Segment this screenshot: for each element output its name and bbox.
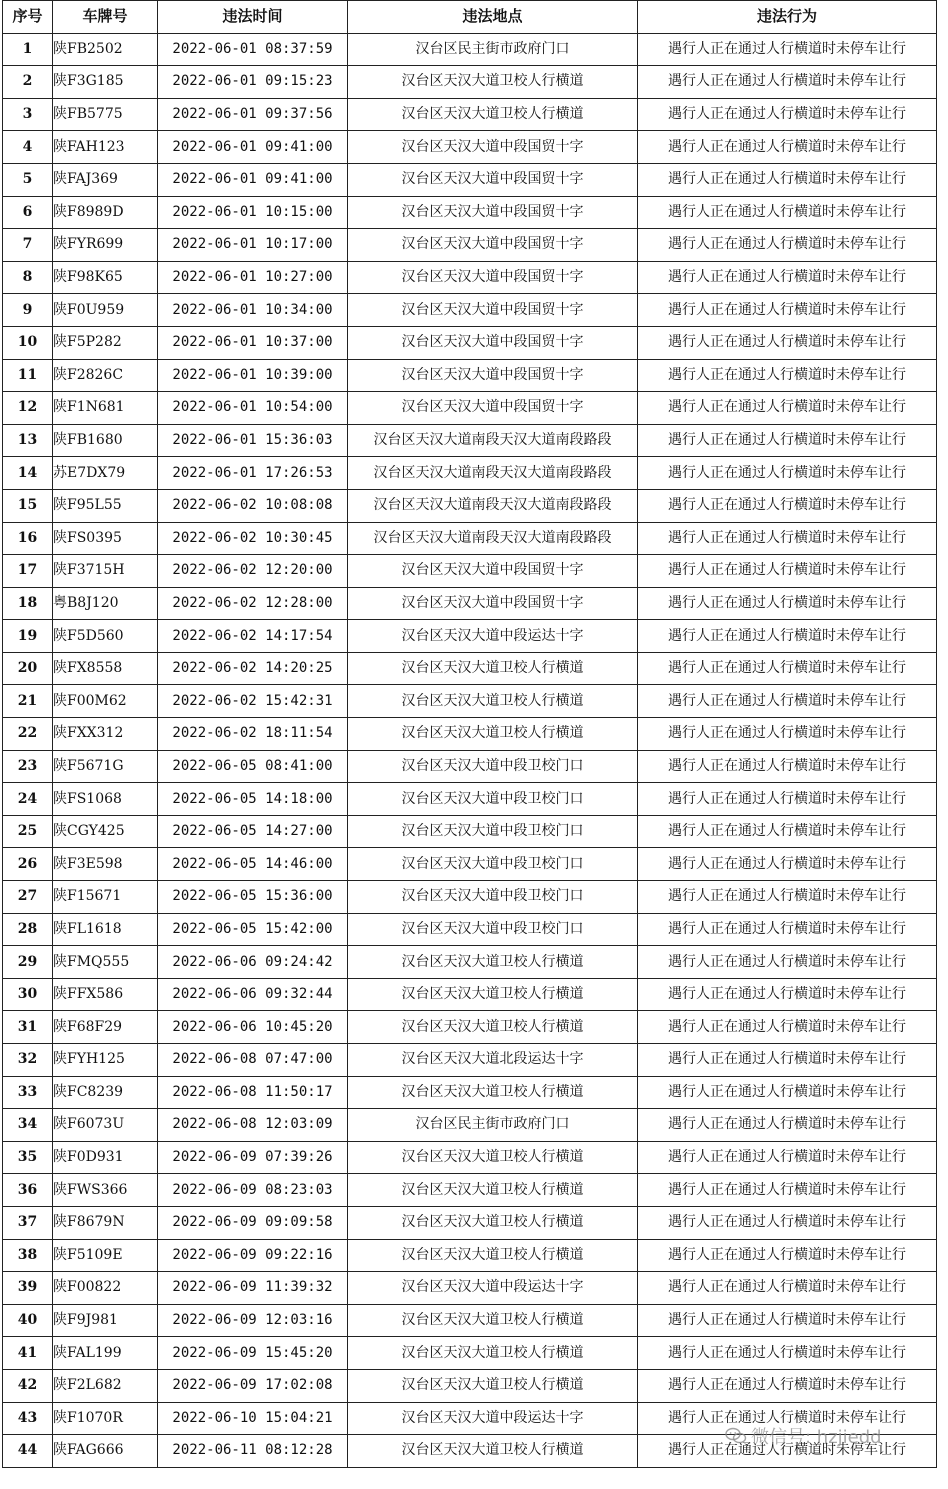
cell-plate: 陕F00822 <box>53 1272 158 1305</box>
cell-plate: 苏E7DX79 <box>53 457 158 490</box>
cell-time: 2022-06-05 14:18:00 <box>158 783 348 816</box>
cell-behavior: 遇行人正在通过人行横道时未停车让行 <box>638 652 937 685</box>
cell-location: 汉台区天汉大道中段国贸十字 <box>348 359 638 392</box>
cell-num: 29 <box>3 946 53 979</box>
cell-behavior: 遇行人正在通过人行横道时未停车让行 <box>638 587 937 620</box>
cell-location: 汉台区天汉大道北段运达十字 <box>348 1044 638 1077</box>
cell-behavior: 遇行人正在通过人行横道时未停车让行 <box>638 848 937 881</box>
table-body <box>3 33 937 1467</box>
table-row <box>3 815 937 848</box>
cell-location: 汉台区天汉大道卫校人行横道 <box>348 718 638 751</box>
cell-num: 6 <box>3 196 53 229</box>
cell-plate: 陕FB2502 <box>53 33 158 66</box>
header-num: 序号 <box>3 1 53 34</box>
cell-num: 13 <box>3 424 53 457</box>
cell-num: 37 <box>3 1206 53 1239</box>
cell-num: 18 <box>3 587 53 620</box>
cell-num: 1 <box>3 33 53 66</box>
table-row <box>3 229 937 262</box>
cell-plate: 陕FS1068 <box>53 783 158 816</box>
cell-plate: 陕F0U959 <box>53 294 158 327</box>
table-row <box>3 196 937 229</box>
cell-behavior: 遇行人正在通过人行横道时未停车让行 <box>638 913 937 946</box>
cell-time: 2022-06-09 09:22:16 <box>158 1239 348 1272</box>
cell-behavior: 遇行人正在通过人行横道时未停车让行 <box>638 294 937 327</box>
cell-num: 19 <box>3 620 53 653</box>
cell-behavior: 遇行人正在通过人行横道时未停车让行 <box>638 1337 937 1370</box>
table-row <box>3 1044 937 1077</box>
cell-plate: 陕FB5775 <box>53 98 158 131</box>
cell-plate: 陕FAH123 <box>53 131 158 164</box>
cell-plate: 陕FAL199 <box>53 1337 158 1370</box>
cell-plate: 陕FWS366 <box>53 1174 158 1207</box>
cell-plate: 陕F5671G <box>53 750 158 783</box>
cell-time: 2022-06-06 09:32:44 <box>158 978 348 1011</box>
cell-time: 2022-06-02 14:17:54 <box>158 620 348 653</box>
table-row <box>3 1206 937 1239</box>
header-row <box>3 1 937 34</box>
cell-time: 2022-06-01 10:34:00 <box>158 294 348 327</box>
table-row <box>3 652 937 685</box>
cell-time: 2022-06-02 15:42:31 <box>158 685 348 718</box>
cell-num: 7 <box>3 229 53 262</box>
cell-behavior: 遇行人正在通过人行横道时未停车让行 <box>638 1044 937 1077</box>
cell-time: 2022-06-10 15:04:21 <box>158 1402 348 1435</box>
cell-location: 汉台区天汉大道中段卫校门口 <box>348 783 638 816</box>
table-row <box>3 620 937 653</box>
cell-time: 2022-06-01 09:41:00 <box>158 131 348 164</box>
cell-time: 2022-06-02 12:20:00 <box>158 555 348 588</box>
cell-time: 2022-06-02 12:28:00 <box>158 587 348 620</box>
cell-plate: 陕F0D931 <box>53 1141 158 1174</box>
cell-time: 2022-06-02 10:08:08 <box>158 489 348 522</box>
cell-behavior: 遇行人正在通过人行横道时未停车让行 <box>638 718 937 751</box>
cell-plate: 陕FAJ369 <box>53 163 158 196</box>
cell-time: 2022-06-01 17:26:53 <box>158 457 348 490</box>
cell-time: 2022-06-01 10:39:00 <box>158 359 348 392</box>
cell-behavior: 遇行人正在通过人行横道时未停车让行 <box>638 1076 937 1109</box>
cell-plate: 粤B8J120 <box>53 587 158 620</box>
cell-behavior: 遇行人正在通过人行横道时未停车让行 <box>638 1402 937 1435</box>
table-row <box>3 1011 937 1044</box>
cell-behavior: 遇行人正在通过人行横道时未停车让行 <box>638 424 937 457</box>
cell-location: 汉台区天汉大道中段国贸十字 <box>348 294 638 327</box>
cell-time: 2022-06-01 15:36:03 <box>158 424 348 457</box>
cell-location: 汉台区天汉大道卫校人行横道 <box>348 946 638 979</box>
cell-location: 汉台区天汉大道南段天汉大道南段路段 <box>348 457 638 490</box>
cell-behavior: 遇行人正在通过人行横道时未停车让行 <box>638 163 937 196</box>
cell-plate: 陕F98K65 <box>53 261 158 294</box>
cell-plate: 陕F9J981 <box>53 1304 158 1337</box>
cell-location: 汉台区天汉大道中段运达十字 <box>348 1402 638 1435</box>
table-row <box>3 718 937 751</box>
cell-num: 17 <box>3 555 53 588</box>
cell-location: 汉台区天汉大道卫校人行横道 <box>348 1369 638 1402</box>
cell-plate: 陕FC8239 <box>53 1076 158 1109</box>
cell-time: 2022-06-02 10:30:45 <box>158 522 348 555</box>
cell-num: 34 <box>3 1109 53 1142</box>
cell-time: 2022-06-08 07:47:00 <box>158 1044 348 1077</box>
cell-plate: 陕FXX312 <box>53 718 158 751</box>
cell-behavior: 遇行人正在通过人行横道时未停车让行 <box>638 946 937 979</box>
cell-time: 2022-06-09 15:45:20 <box>158 1337 348 1370</box>
table-row <box>3 1369 937 1402</box>
cell-time: 2022-06-01 09:37:56 <box>158 98 348 131</box>
cell-plate: 陕FAG666 <box>53 1435 158 1468</box>
cell-plate: 陕FFX586 <box>53 978 158 1011</box>
cell-location: 汉台区天汉大道卫校人行横道 <box>348 1076 638 1109</box>
table-row <box>3 1337 937 1370</box>
cell-num: 25 <box>3 815 53 848</box>
cell-behavior: 遇行人正在通过人行横道时未停车让行 <box>638 522 937 555</box>
table-row <box>3 750 937 783</box>
cell-plate: 陕CGY425 <box>53 815 158 848</box>
cell-behavior: 遇行人正在通过人行横道时未停车让行 <box>638 1141 937 1174</box>
cell-location: 汉台区天汉大道中段国贸十字 <box>348 163 638 196</box>
cell-num: 33 <box>3 1076 53 1109</box>
cell-time: 2022-06-06 09:24:42 <box>158 946 348 979</box>
table-row <box>3 98 937 131</box>
cell-num: 14 <box>3 457 53 490</box>
cell-num: 5 <box>3 163 53 196</box>
cell-behavior: 遇行人正在通过人行横道时未停车让行 <box>638 1304 937 1337</box>
cell-time: 2022-06-11 08:12:28 <box>158 1435 348 1468</box>
cell-location: 汉台区天汉大道卫校人行横道 <box>348 1239 638 1272</box>
cell-time: 2022-06-01 10:54:00 <box>158 392 348 425</box>
table-row <box>3 1076 937 1109</box>
table-row <box>3 131 937 164</box>
cell-location: 汉台区天汉大道中段国贸十字 <box>348 196 638 229</box>
header-location: 违法地点 <box>348 1 638 34</box>
cell-num: 38 <box>3 1239 53 1272</box>
cell-time: 2022-06-05 15:36:00 <box>158 881 348 914</box>
cell-plate: 陕FMQ555 <box>53 946 158 979</box>
cell-behavior: 遇行人正在通过人行横道时未停车让行 <box>638 1011 937 1044</box>
cell-location: 汉台区天汉大道卫校人行横道 <box>348 1206 638 1239</box>
cell-plate: 陕F5D560 <box>53 620 158 653</box>
cell-behavior: 遇行人正在通过人行横道时未停车让行 <box>638 685 937 718</box>
cell-plate: 陕F8989D <box>53 196 158 229</box>
table-row <box>3 424 937 457</box>
cell-time: 2022-06-01 09:41:00 <box>158 163 348 196</box>
cell-behavior: 遇行人正在通过人行横道时未停车让行 <box>638 489 937 522</box>
cell-time: 2022-06-01 08:37:59 <box>158 33 348 66</box>
table-row <box>3 783 937 816</box>
cell-location: 汉台区天汉大道卫校人行横道 <box>348 978 638 1011</box>
cell-num: 21 <box>3 685 53 718</box>
cell-behavior: 遇行人正在通过人行横道时未停车让行 <box>638 1109 937 1142</box>
cell-plate: 陕FS0395 <box>53 522 158 555</box>
table-row <box>3 392 937 425</box>
cell-time: 2022-06-05 14:46:00 <box>158 848 348 881</box>
table-row <box>3 489 937 522</box>
cell-plate: 陕F1N681 <box>53 392 158 425</box>
table-row <box>3 1239 937 1272</box>
cell-location: 汉台区天汉大道卫校人行横道 <box>348 1141 638 1174</box>
cell-location: 汉台区天汉大道南段天汉大道南段路段 <box>348 522 638 555</box>
cell-location: 汉台区天汉大道卫校人行横道 <box>348 66 638 99</box>
cell-behavior: 遇行人正在通过人行横道时未停车让行 <box>638 978 937 1011</box>
cell-location: 汉台区天汉大道中段国贸十字 <box>348 131 638 164</box>
cell-location: 汉台区天汉大道中段运达十字 <box>348 1272 638 1305</box>
table-row <box>3 913 937 946</box>
cell-plate: 陕F1070R <box>53 1402 158 1435</box>
cell-behavior: 遇行人正在通过人行横道时未停车让行 <box>638 359 937 392</box>
cell-time: 2022-06-01 10:27:00 <box>158 261 348 294</box>
cell-time: 2022-06-09 17:02:08 <box>158 1369 348 1402</box>
cell-num: 2 <box>3 66 53 99</box>
cell-num: 31 <box>3 1011 53 1044</box>
cell-location: 汉台区天汉大道中段国贸十字 <box>348 587 638 620</box>
cell-time: 2022-06-01 10:17:00 <box>158 229 348 262</box>
table-row <box>3 457 937 490</box>
cell-behavior: 遇行人正在通过人行横道时未停车让行 <box>638 392 937 425</box>
cell-plate: 陕F5P282 <box>53 326 158 359</box>
cell-location: 汉台区天汉大道南段天汉大道南段路段 <box>348 424 638 457</box>
cell-plate: 陕F2L682 <box>53 1369 158 1402</box>
cell-behavior: 遇行人正在通过人行横道时未停车让行 <box>638 196 937 229</box>
cell-num: 15 <box>3 489 53 522</box>
cell-behavior: 遇行人正在通过人行横道时未停车让行 <box>638 1174 937 1207</box>
cell-time: 2022-06-05 14:27:00 <box>158 815 348 848</box>
table-row <box>3 848 937 881</box>
cell-location: 汉台区天汉大道中段国贸十字 <box>348 261 638 294</box>
cell-behavior: 遇行人正在通过人行横道时未停车让行 <box>638 815 937 848</box>
cell-plate: 陕F00M62 <box>53 685 158 718</box>
cell-num: 28 <box>3 913 53 946</box>
cell-behavior: 遇行人正在通过人行横道时未停车让行 <box>638 33 937 66</box>
cell-location: 汉台区天汉大道卫校人行横道 <box>348 685 638 718</box>
cell-behavior: 遇行人正在通过人行横道时未停车让行 <box>638 1272 937 1305</box>
table-row <box>3 1109 937 1142</box>
cell-location: 汉台区民主街市政府门口 <box>348 1109 638 1142</box>
cell-location: 汉台区天汉大道中段卫校门口 <box>348 750 638 783</box>
cell-plate: 陕F3715H <box>53 555 158 588</box>
cell-plate: 陕FX8558 <box>53 652 158 685</box>
cell-behavior: 遇行人正在通过人行横道时未停车让行 <box>638 457 937 490</box>
cell-behavior: 遇行人正在通过人行横道时未停车让行 <box>638 131 937 164</box>
cell-num: 4 <box>3 131 53 164</box>
table-row <box>3 1141 937 1174</box>
cell-behavior: 遇行人正在通过人行横道时未停车让行 <box>638 555 937 588</box>
header-plate: 车牌号 <box>53 1 158 34</box>
watermark-text: 微信号: hzjiedd <box>751 1427 882 1448</box>
cell-location: 汉台区民主街市政府门口 <box>348 33 638 66</box>
cell-location: 汉台区天汉大道中段卫校门口 <box>348 913 638 946</box>
cell-plate: 陕F3E598 <box>53 848 158 881</box>
cell-time: 2022-06-01 10:37:00 <box>158 326 348 359</box>
cell-num: 16 <box>3 522 53 555</box>
cell-behavior: 遇行人正在通过人行横道时未停车让行 <box>638 261 937 294</box>
cell-time: 2022-06-09 12:03:16 <box>158 1304 348 1337</box>
table-row <box>3 294 937 327</box>
table-row <box>3 587 937 620</box>
cell-location: 汉台区天汉大道卫校人行横道 <box>348 1337 638 1370</box>
cell-time: 2022-06-02 18:11:54 <box>158 718 348 751</box>
table-row <box>3 33 937 66</box>
table-row <box>3 946 937 979</box>
cell-plate: 陕F2826C <box>53 359 158 392</box>
table-row <box>3 359 937 392</box>
table-row <box>3 1304 937 1337</box>
cell-location: 汉台区天汉大道中段卫校门口 <box>348 848 638 881</box>
cell-behavior: 遇行人正在通过人行横道时未停车让行 <box>638 750 937 783</box>
cell-num: 22 <box>3 718 53 751</box>
cell-num: 40 <box>3 1304 53 1337</box>
cell-num: 42 <box>3 1369 53 1402</box>
cell-location: 汉台区天汉大道中段国贸十字 <box>348 326 638 359</box>
cell-location: 汉台区天汉大道卫校人行横道 <box>348 1011 638 1044</box>
cell-time: 2022-06-08 11:50:17 <box>158 1076 348 1109</box>
violations-table <box>2 0 937 1468</box>
cell-behavior: 遇行人正在通过人行横道时未停车让行 <box>638 1206 937 1239</box>
header-behavior: 违法行为 <box>638 1 937 34</box>
cell-num: 11 <box>3 359 53 392</box>
cell-num: 44 <box>3 1435 53 1468</box>
cell-num: 24 <box>3 783 53 816</box>
table-row <box>3 881 937 914</box>
cell-num: 41 <box>3 1337 53 1370</box>
cell-time: 2022-06-09 09:09:58 <box>158 1206 348 1239</box>
table-row <box>3 1272 937 1305</box>
cell-plate: 陕F15671 <box>53 881 158 914</box>
cell-behavior: 遇行人正在通过人行横道时未停车让行 <box>638 620 937 653</box>
cell-num: 30 <box>3 978 53 1011</box>
cell-num: 36 <box>3 1174 53 1207</box>
cell-num: 26 <box>3 848 53 881</box>
cell-behavior: 遇行人正在通过人行横道时未停车让行 <box>638 229 937 262</box>
cell-behavior: 遇行人正在通过人行横道时未停车让行 <box>638 881 937 914</box>
cell-plate: 陕F6073U <box>53 1109 158 1142</box>
cell-time: 2022-06-05 08:41:00 <box>158 750 348 783</box>
cell-num: 23 <box>3 750 53 783</box>
cell-behavior: 遇行人正在通过人行横道时未停车让行 <box>638 1369 937 1402</box>
cell-location: 汉台区天汉大道中段国贸十字 <box>348 555 638 588</box>
cell-time: 2022-06-01 09:15:23 <box>158 66 348 99</box>
cell-num: 43 <box>3 1402 53 1435</box>
cell-time: 2022-06-02 14:20:25 <box>158 652 348 685</box>
cell-location: 汉台区天汉大道卫校人行横道 <box>348 1435 638 1468</box>
table-row <box>3 163 937 196</box>
cell-location: 汉台区天汉大道中段卫校门口 <box>348 815 638 848</box>
cell-plate: 陕F3G185 <box>53 66 158 99</box>
table-row <box>3 685 937 718</box>
table-row <box>3 66 937 99</box>
cell-location: 汉台区天汉大道中段卫校门口 <box>348 881 638 914</box>
table-row <box>3 555 937 588</box>
cell-num: 3 <box>3 98 53 131</box>
cell-num: 39 <box>3 1272 53 1305</box>
cell-time: 2022-06-09 07:39:26 <box>158 1141 348 1174</box>
cell-time: 2022-06-01 10:15:00 <box>158 196 348 229</box>
cell-plate: 陕F8679N <box>53 1206 158 1239</box>
cell-location: 汉台区天汉大道卫校人行横道 <box>348 652 638 685</box>
cell-time: 2022-06-06 10:45:20 <box>158 1011 348 1044</box>
cell-num: 9 <box>3 294 53 327</box>
cell-location: 汉台区天汉大道卫校人行横道 <box>348 1304 638 1337</box>
cell-num: 27 <box>3 881 53 914</box>
cell-num: 12 <box>3 392 53 425</box>
cell-plate: 陕F68F29 <box>53 1011 158 1044</box>
cell-num: 8 <box>3 261 53 294</box>
table-row <box>3 326 937 359</box>
cell-time: 2022-06-08 12:03:09 <box>158 1109 348 1142</box>
cell-plate: 陕FL1618 <box>53 913 158 946</box>
cell-plate: 陕F5109E <box>53 1239 158 1272</box>
table-header <box>3 1 937 34</box>
cell-plate: 陕F95L55 <box>53 489 158 522</box>
cell-plate: 陕FYR699 <box>53 229 158 262</box>
cell-num: 32 <box>3 1044 53 1077</box>
cell-plate: 陕FYH125 <box>53 1044 158 1077</box>
cell-time: 2022-06-05 15:42:00 <box>158 913 348 946</box>
table-row <box>3 1174 937 1207</box>
cell-time: 2022-06-09 11:39:32 <box>158 1272 348 1305</box>
cell-location: 汉台区天汉大道中段国贸十字 <box>348 229 638 262</box>
cell-location: 汉台区天汉大道南段天汉大道南段路段 <box>348 489 638 522</box>
cell-num: 10 <box>3 326 53 359</box>
cell-location: 汉台区天汉大道中段国贸十字 <box>348 392 638 425</box>
header-time: 违法时间 <box>158 1 348 34</box>
cell-behavior: 遇行人正在通过人行横道时未停车让行 <box>638 98 937 131</box>
cell-location: 汉台区天汉大道卫校人行横道 <box>348 1174 638 1207</box>
cell-location: 汉台区天汉大道中段运达十字 <box>348 620 638 653</box>
table-row <box>3 1402 937 1435</box>
cell-time: 2022-06-09 08:23:03 <box>158 1174 348 1207</box>
cell-behavior: 遇行人正在通过人行横道时未停车让行 <box>638 1435 937 1468</box>
cell-behavior: 遇行人正在通过人行横道时未停车让行 <box>638 326 937 359</box>
table-row <box>3 261 937 294</box>
cell-num: 35 <box>3 1141 53 1174</box>
cell-location: 汉台区天汉大道卫校人行横道 <box>348 98 638 131</box>
cell-plate: 陕FB1680 <box>53 424 158 457</box>
cell-behavior: 遇行人正在通过人行横道时未停车让行 <box>638 66 937 99</box>
cell-num: 20 <box>3 652 53 685</box>
cell-behavior: 遇行人正在通过人行横道时未停车让行 <box>638 1239 937 1272</box>
cell-behavior: 遇行人正在通过人行横道时未停车让行 <box>638 783 937 816</box>
table-row <box>3 1435 937 1468</box>
table-row <box>3 522 937 555</box>
table-row <box>3 978 937 1011</box>
